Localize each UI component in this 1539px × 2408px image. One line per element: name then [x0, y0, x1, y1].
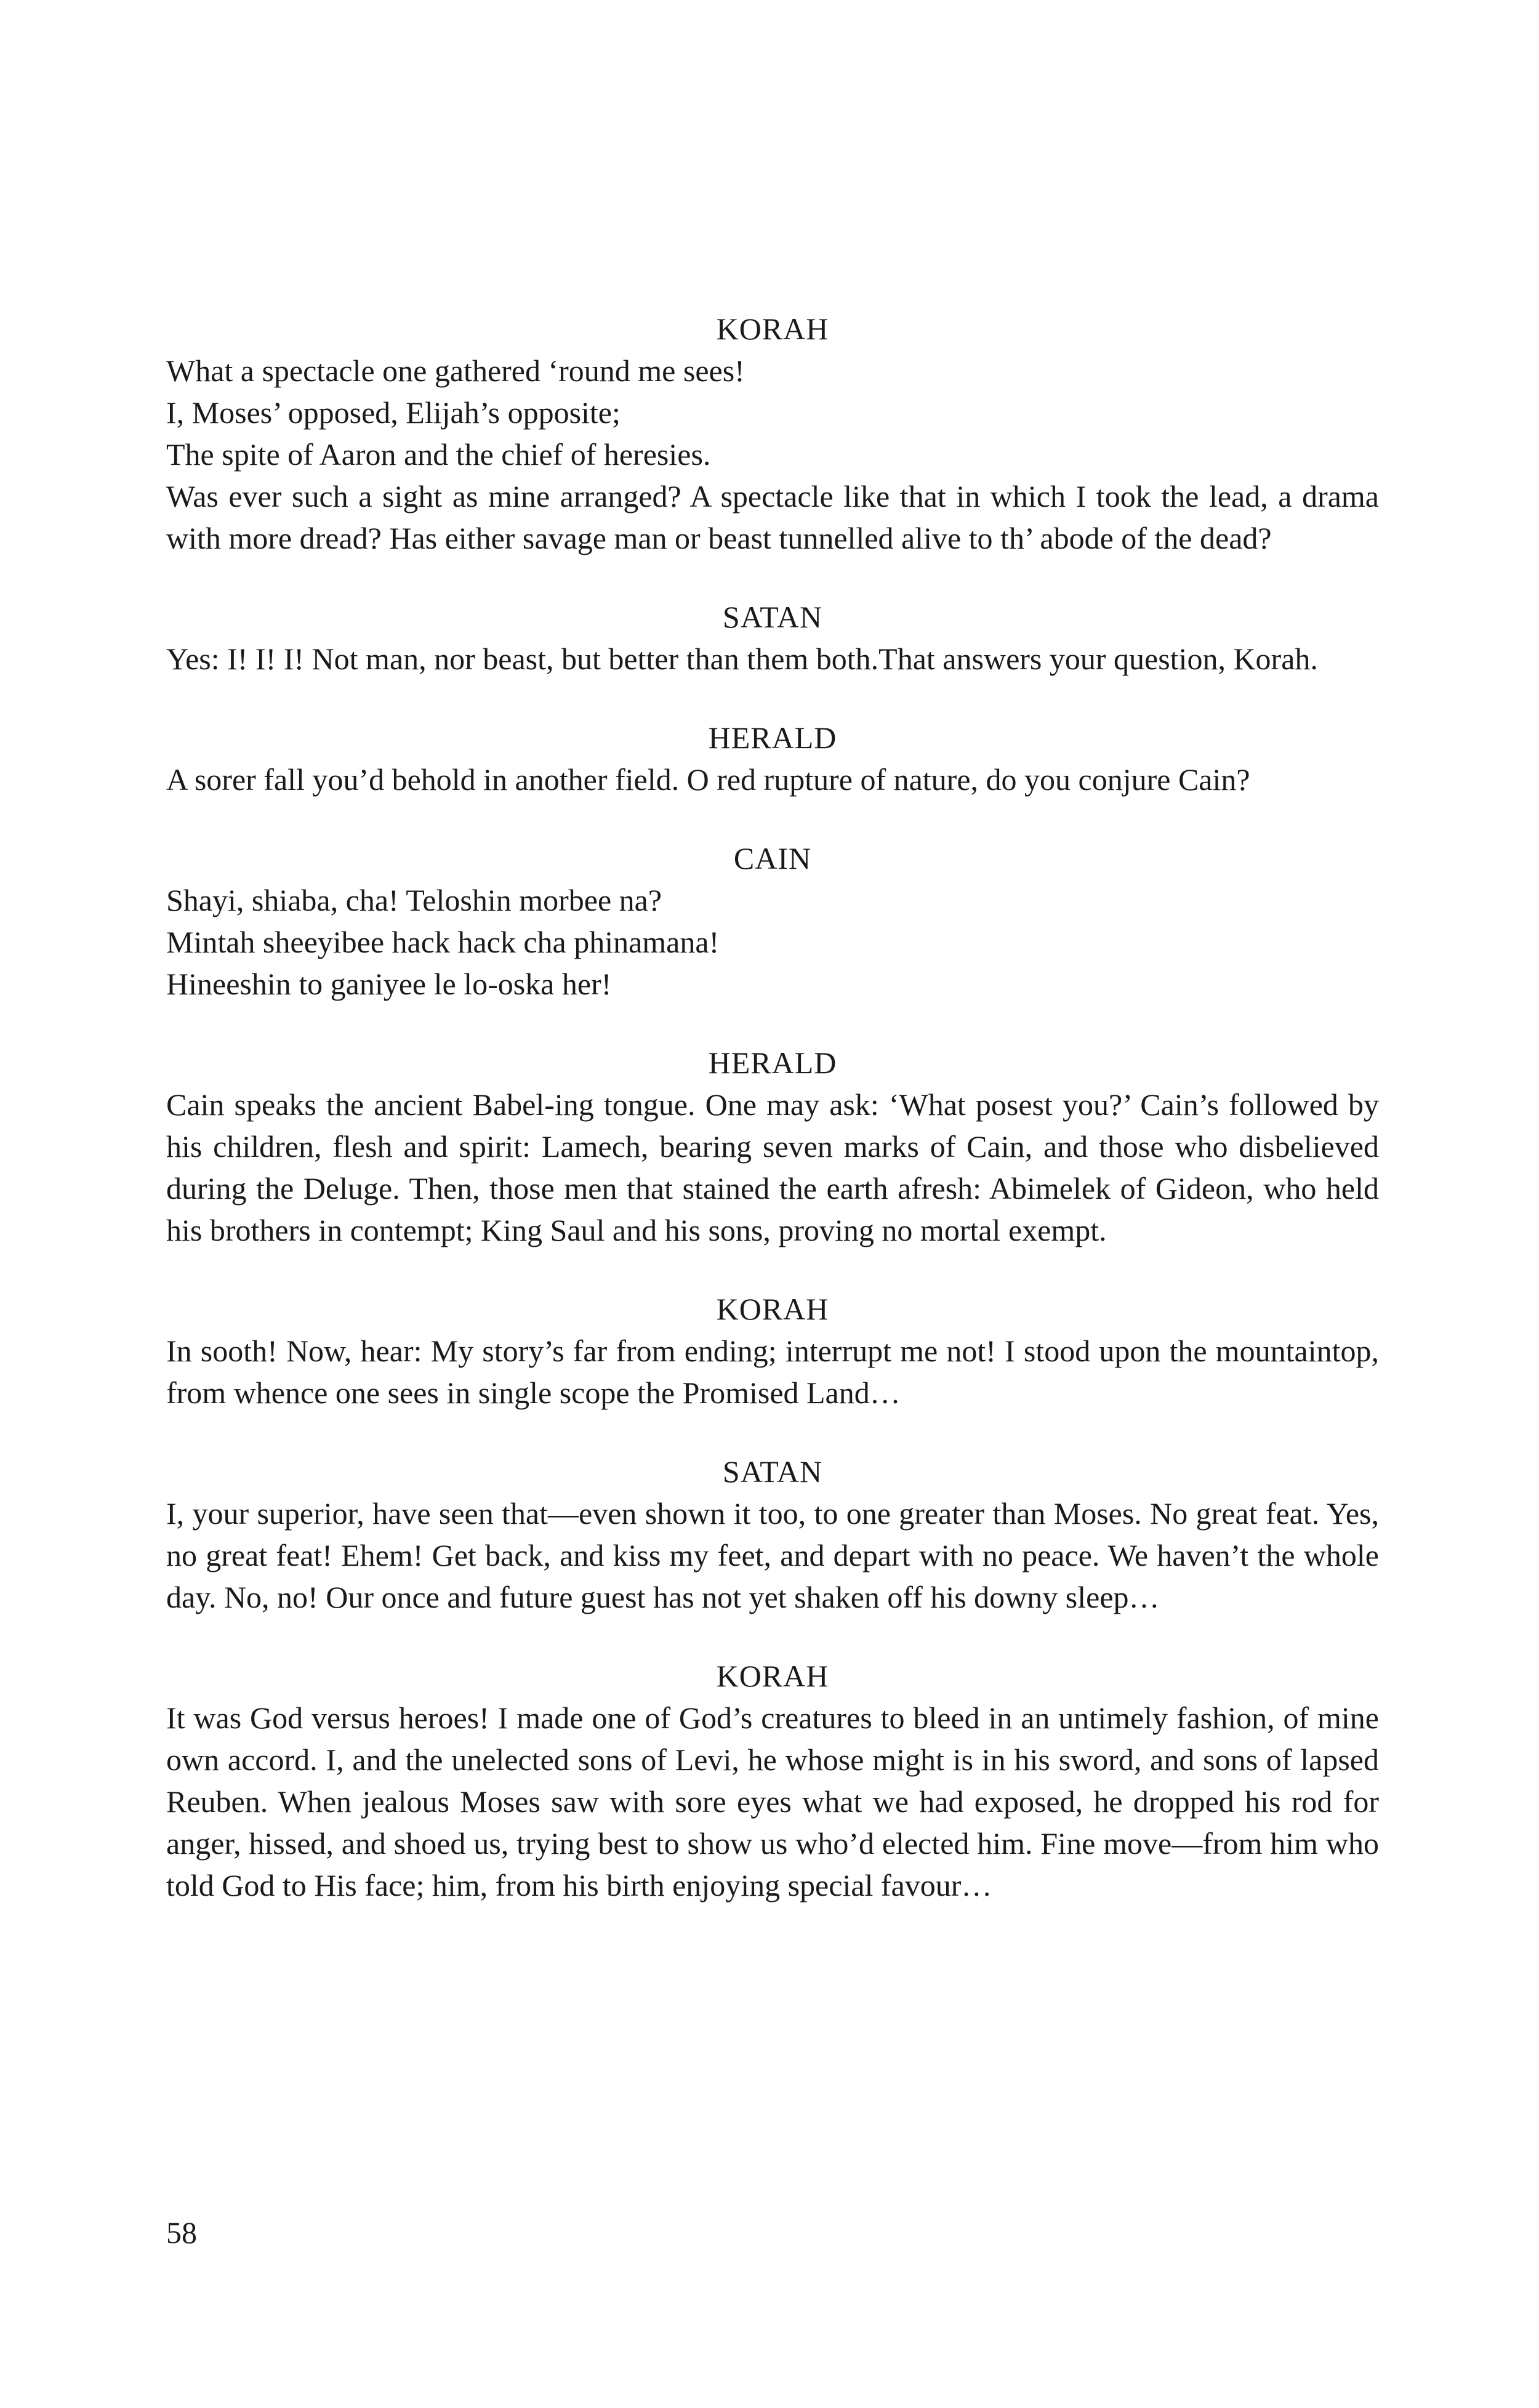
dialogue-block-cain [166, 837, 1379, 1005]
speaker-name: HERALD [708, 720, 837, 755]
play-page [166, 308, 1379, 1906]
speaker-name: CAIN [733, 841, 812, 876]
dialogue-text: It was God versus heroes! I made one of God’s creatures to bleed in an untimely fashion, of mine own accord. I, and the unelected sons of Levi, he whose might is in his sword, and sons of lapsed Reuben. When jealous Moses saw with sore eyes what we had exposed, he dropped his rod for anger, hissed, and shoed us, trying best to show us who’d elected him. Fine move—from him who told God to His face; him, from his birth enjoying special favour… [166, 1701, 1379, 1903]
verse-line: What a spectacle one gathered ‘round me sees! [166, 353, 745, 388]
dialogue-block-korah-2 [166, 1288, 1379, 1414]
dialogue-block-satan-1 [166, 596, 1379, 680]
dialogue-block-herald-1 [166, 717, 1379, 800]
verse-line: Hineeshin to ganiyee le lo-oska her! [166, 967, 612, 1001]
speaker-name: SATAN [722, 1454, 823, 1489]
dialogue-block-korah-1 [166, 308, 1379, 559]
speaker-name: KORAH [716, 1292, 829, 1326]
dialogue-block-satan-2 [166, 1451, 1379, 1618]
dialogue-text: I, your superior, have seen that—even shown it too, to one greater than Moses. No great feat. Yes, no great feat! Ehem! Get back, and kiss my feet, and depart with no peace. We haven’t the whole day. No, no! Our once and future guest has not yet shaken off his downy sleep… [166, 1496, 1379, 1614]
page-number: 58 [166, 2215, 197, 2250]
dialogue-text: Cain speaks the ancient Babel-ing tongue. One may ask: ‘What posest you?’ Cain’s followed by his children, flesh and spirit: Lamech, bearing seven marks of Cain, and those who disbelieved during the Deluge. Then, those men that stained the earth afresh: Abimelek of Gideon, who held his brothers in contempt; King Saul and his sons, proving no mortal exempt. [166, 1087, 1379, 1247]
dialogue-text: Yes: I! I! I! Not man, nor beast, but better than them both.That answers your question, Korah. [166, 642, 1318, 676]
verse-line: Mintah sheeyibee hack hack cha phinamana! [166, 925, 720, 959]
dialogue-block-korah-3 [166, 1655, 1379, 1906]
dialogue-text: A sorer fall you’d behold in another field. O red rupture of nature, do you conjure Cain? [166, 762, 1250, 797]
verse-line: The spite of Aaron and the chief of heresies. [166, 437, 711, 472]
dialogue-block-herald-2 [166, 1042, 1379, 1251]
verse-line: Shayi, shiaba, cha! Teloshin morbee na? [166, 883, 662, 917]
verse-line: I, Moses’ opposed, Elijah’s opposite; [166, 395, 621, 430]
speaker-name: KORAH [716, 1659, 829, 1693]
dialogue-text: In sooth! Now, hear: My story’s far from ending; interrupt me not! I stood upon the mountaintop, from whence one sees in single scope the Promised Land… [166, 1334, 1379, 1410]
dialogue-text: Was ever such a sight as mine arranged? A spectacle like that in which I took the lead, a drama with more dread? Has either savage man or beast tunnelled alive to th’ abode of the dead? [166, 479, 1379, 555]
speaker-name: KORAH [716, 312, 829, 346]
speaker-name: SATAN [722, 600, 823, 634]
speaker-name: HERALD [708, 1045, 837, 1080]
